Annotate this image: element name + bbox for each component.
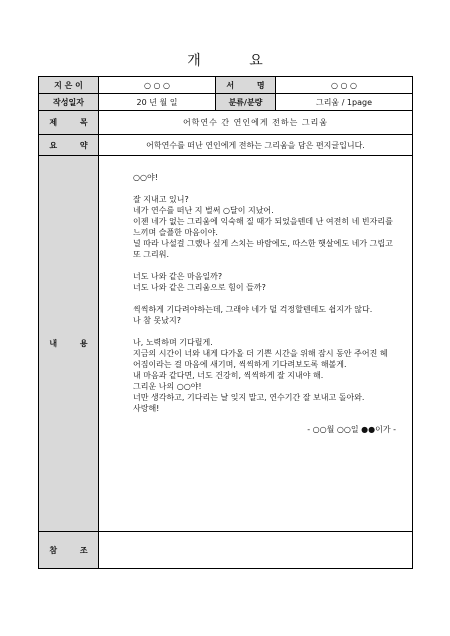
signature: - ○○월 ○○일 ●●이가 - (307, 425, 396, 434)
reference-value (99, 532, 413, 569)
letter-line: 너만 생각하고, 기다리는 날 잊지 말고, 연수기간 잘 보내고 돌아와. (133, 393, 365, 402)
letter-line: 그리운 나의 ○○야! (133, 382, 202, 391)
subject-label: 제 목 (39, 111, 99, 135)
category-label: 분류/분량 (216, 94, 276, 111)
subject-value: 어학연수 간 연인에게 전하는 그리움 (99, 111, 413, 135)
category-value: 그리움 / 1page (276, 94, 413, 111)
letter-line: 널 따라 나설걸 그랬나 싶게 스치는 바람에도, 따스한 햇살에도 네가 그립고 (133, 239, 393, 248)
letter-line: 사랑해! (133, 404, 160, 413)
sign-label: 서 명 (216, 77, 276, 94)
letter-line: 어짐이라는 걸 마음에 새기며, 씩씩하게 기다려보도록 해볼게. (133, 360, 347, 369)
letter-line: 내 마음과 같다면, 너도 건강히, 씩씩하게 잘 지내야 해. (133, 371, 324, 380)
letter-line: 너도 나와 같은 마음일까? (133, 272, 223, 281)
letter-text (133, 172, 404, 414)
letter-line: 이젠 네가 없는 그리움에 익숙해 질 때가 되었을텐데 난 여전히 네 빈자리를 (133, 217, 393, 226)
page-title: 개 요 (187, 53, 285, 69)
letter-line: 느끼며 슬플한 마음이야. (133, 228, 218, 237)
letter-line: 씩씩하게 기다려야하는데, 그래야 네가 덜 걱정할텐데도 쉽지가 않다. (133, 305, 373, 314)
letter-line: 지금의 시간이 너와 내게 다가올 더 기쁜 시간을 위해 잠시 동안 주어진 헤 (133, 349, 388, 358)
letter-line: 나, 노력하며 기다릴게. (133, 338, 213, 347)
content-label: 내 용 (39, 156, 99, 532)
letter-line (133, 293, 404, 304)
sign-value: ○ ○ ○ (276, 77, 413, 94)
letter-line: 네가 연수를 떠난 지 벌써 ○달이 지났어. (133, 206, 274, 215)
letter-line: ○○야! (133, 173, 158, 182)
letter-line (133, 326, 404, 337)
letter-line: 또 그리워. (133, 250, 169, 259)
overview-form (38, 76, 413, 569)
content-body (99, 156, 413, 532)
letter-line: 잘 지내고 있니? (133, 195, 189, 204)
author-label: 지 은 이 (39, 77, 99, 94)
letter-line (133, 183, 404, 194)
letter-line: 나 참 못났지? (133, 316, 181, 325)
summary-value: 어학연수를 떠난 연인에게 전하는 그리움을 담은 편지글입니다. (99, 135, 413, 156)
reference-label: 참 조 (39, 532, 99, 569)
summary-label: 요 약 (39, 135, 99, 156)
date-value: 20 년 월 일 (99, 94, 216, 111)
date-label: 작성일자 (39, 94, 99, 111)
author-value: ○ ○ ○ (99, 77, 216, 94)
letter-line (133, 260, 404, 271)
letter-line: 너도 나와 같은 그리움으로 힘이 들까? (133, 283, 266, 292)
